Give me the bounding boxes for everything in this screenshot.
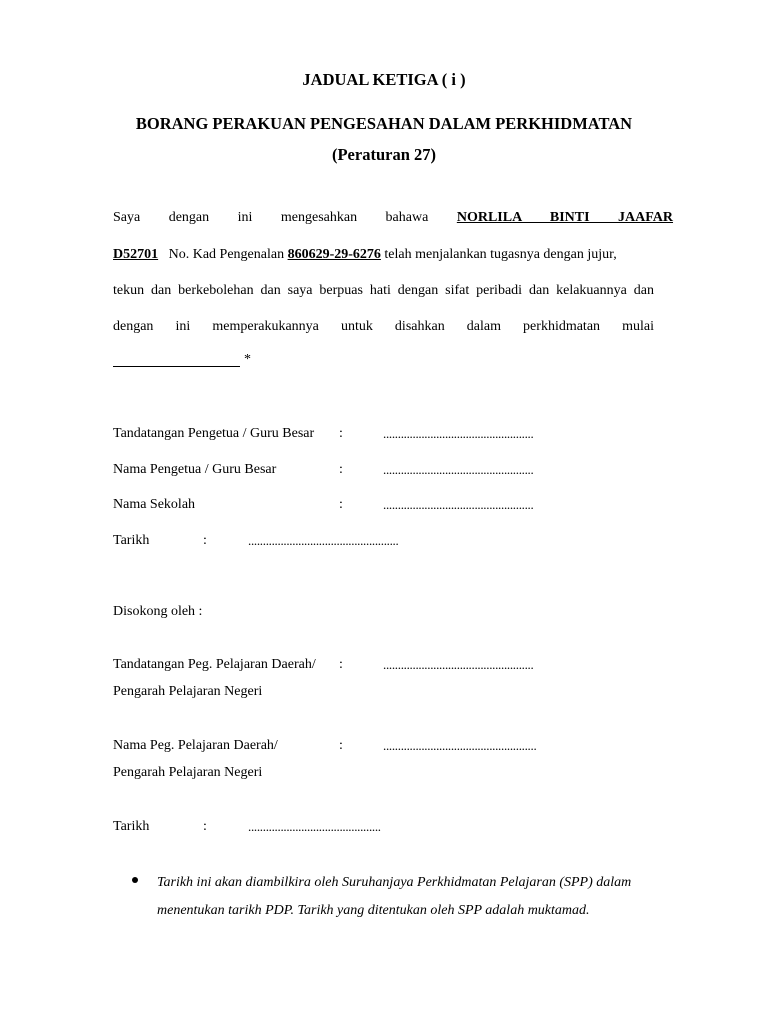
colon: : (339, 426, 343, 441)
officer-name-label-line-2: Pengarah Pelajaran Negeri (113, 765, 263, 780)
footnote-text: Tarikh ini akan diambilkira oleh Suruhanjaya Perkhidmatan Pelajaran (SPP) dalam menentukan tarikh PDP. Tarikh yang ditentukan oleh SPP adalah muktamad. (157, 875, 632, 918)
officer-name: NORLILA BINTI JAAFAR (456, 210, 674, 225)
ic-number: 860629-29-6276 (287, 247, 381, 262)
colon: : (203, 819, 207, 834)
schedule-title: JADUAL KETIGA ( i ) (302, 70, 466, 89)
colon: : (203, 533, 207, 548)
colon: : (339, 497, 343, 512)
statement-line-4: dengan ini memperakukannya untuk disahkan dalam perkhidmatan mulai (113, 319, 654, 334)
statement-line-1 (113, 209, 673, 227)
school-name-field[interactable]: ................................................... (383, 497, 534, 512)
officer-date-label: Tarikh (113, 819, 150, 834)
principal-name-label: Nama Pengetua / Guru Besar (113, 462, 277, 477)
statement-line-2-suffix: telah menjalankan tugasnya dengan jujur, (384, 247, 617, 262)
officer-date-field[interactable]: ............................................. (248, 819, 381, 834)
principal-date-field[interactable]: ................................................... (248, 533, 399, 548)
colon: : (339, 462, 343, 477)
officer-signature-field[interactable]: ................................................... (383, 657, 534, 672)
form-title: BORANG PERAKUAN PENGESAHAN DALAM PERKHIDMATAN (135, 114, 633, 133)
staff-id: D52701 (113, 247, 159, 262)
principal-signature-field[interactable]: ................................................... (383, 426, 534, 441)
officer-name-label-line-1: Nama Peg. Pelajaran Daerah/ (113, 738, 278, 753)
regulation-reference: (Peraturan 27) (331, 145, 436, 164)
bullet-icon (132, 877, 138, 883)
start-date-blank[interactable] (113, 366, 240, 367)
officer-signature-label-line-1: Tandatangan Peg. Pelajaran Daerah/ (113, 657, 316, 672)
officer-name-field[interactable]: .................................................... (383, 738, 537, 753)
statement-line-3: tekun dan berkebolehan dan saya berpuas hati dengan sifat peribadi dan kelakuannya dan (113, 283, 654, 298)
colon: : (339, 738, 343, 753)
principal-date-label: Tarikh (113, 533, 150, 548)
statement-prefix: Saya dengan ini mengesahkan bahawa (113, 210, 429, 225)
footnote-marker: * (244, 352, 251, 367)
supported-by-label: Disokong oleh : (113, 604, 203, 619)
principal-signature-label: Tandatangan Pengetua / Guru Besar (113, 426, 315, 441)
colon: : (339, 657, 343, 672)
ic-label: No. Kad Pengenalan (168, 247, 285, 262)
school-name-label: Nama Sekolah (113, 497, 196, 512)
principal-name-field[interactable]: ................................................... (383, 462, 534, 477)
statement-line-2 (113, 246, 654, 264)
officer-signature-label-line-2: Pengarah Pelajaran Negeri (113, 684, 263, 699)
